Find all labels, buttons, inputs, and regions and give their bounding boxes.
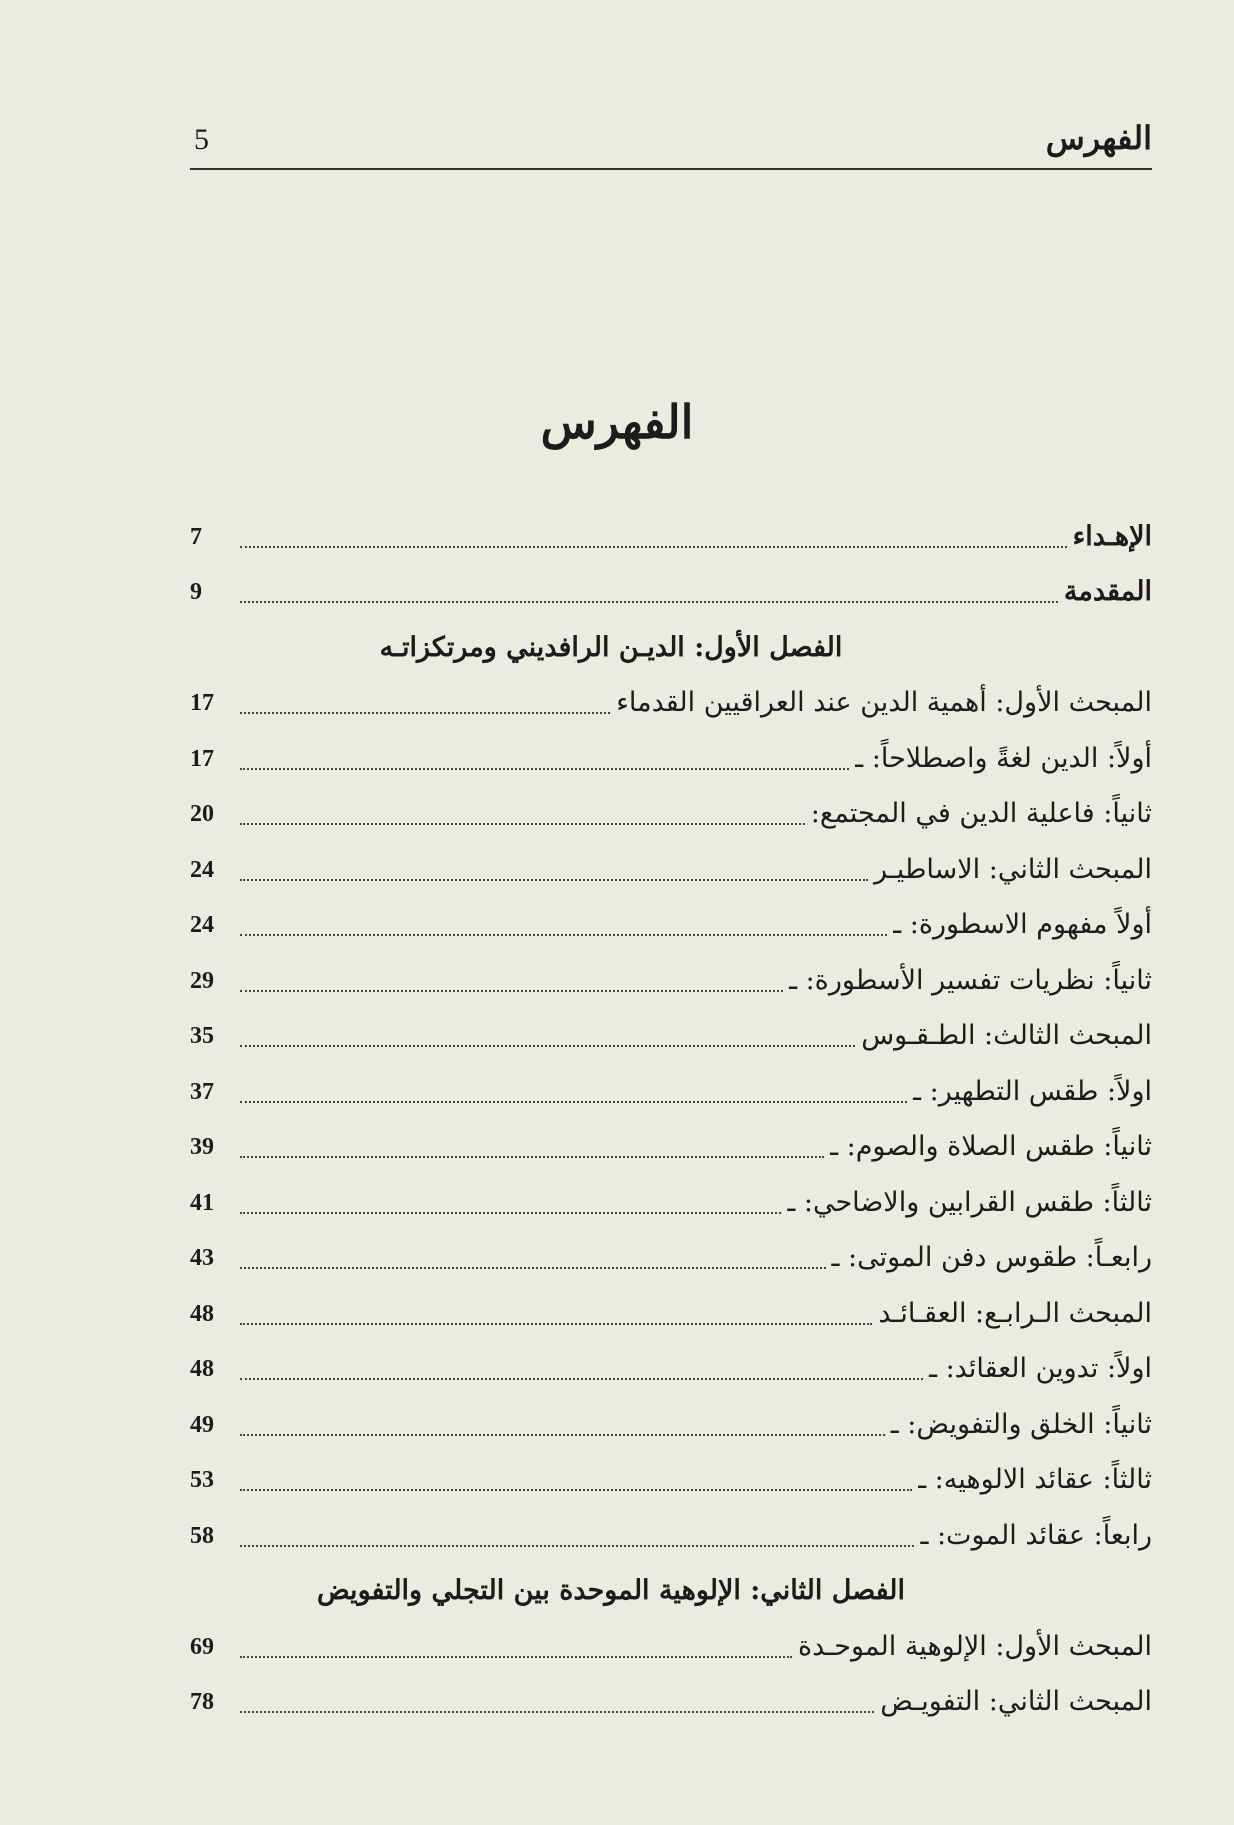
toc-entry [190,667,1152,723]
dot-leader [240,1378,923,1380]
dot-leader [240,546,1067,548]
toc-entry [190,1499,1152,1555]
toc-entry-label: رابعاً: عقائد الموت: ـ [920,1519,1152,1551]
toc-entry [190,1333,1152,1389]
toc-entry [190,722,1152,778]
toc-entry-page: 78 [190,1689,214,1715]
dot-leader [240,1212,781,1214]
toc-entry-label: أولاً: الدين لغةً واصطلاحاً: ـ [855,742,1152,774]
toc-entry-page: 9 [190,579,202,605]
toc-entry [190,833,1152,889]
toc-entry-page: 24 [190,856,214,883]
toc-entry-label: ثالثاً: عقائد الالوهيه: ـ [918,1464,1152,1495]
toc-entry-page: 37 [190,1078,214,1105]
toc-chapter-label: الفصل الأول: الديـن الرافديني ومرتكزاتـه [379,631,843,663]
toc-entry [190,778,1152,834]
dot-leader [240,1323,872,1325]
toc-entry-page: 29 [190,967,214,994]
toc-entry [190,556,1152,612]
toc-entry [190,1166,1152,1222]
toc-entry-label: ثانياً: طقس الصلاة والصوم: ـ [830,1131,1152,1162]
toc-entry-page: 43 [190,1245,214,1271]
toc-entry-label: اولاً: طقس التطهير: ـ [913,1075,1152,1107]
dot-leader [240,1656,792,1658]
toc-entry-page: 17 [190,690,214,716]
toc-entry-label: أولاً مفهوم الاسطورة: ـ [893,909,1152,940]
running-title: الفهرس [1045,119,1152,157]
toc-chapter-heading [190,611,1152,667]
toc-entry [190,1610,1152,1666]
toc-entry-label: اولاً: تدوين العقائد: ـ [929,1353,1152,1384]
toc-entry [190,944,1152,1000]
toc-entry-page: 58 [190,1522,214,1549]
toc-entry-label: المقدمة [1063,576,1152,607]
page-title: الفهرس [540,395,694,449]
dot-leader [240,1045,855,1047]
toc-entry [190,1277,1152,1333]
toc-entry-label: المبحث الـرابـع: العقـائـد [878,1297,1152,1329]
toc-entry [190,1388,1152,1444]
toc-entry-page: 53 [190,1467,214,1493]
toc-entry-page: 39 [190,1134,214,1160]
dot-leader [240,1434,885,1436]
toc-entry-page: 69 [190,1633,214,1660]
toc-entry [190,1444,1152,1500]
toc-entry-page: 35 [190,1023,214,1049]
dot-leader [240,1711,874,1713]
table-of-contents [190,500,1152,1721]
dot-leader [240,1267,826,1269]
toc-entry-label: المبحث الثاني: التفويـض [880,1686,1152,1717]
toc-chapter-heading [190,1555,1152,1611]
dot-leader [240,1101,907,1103]
toc-entry [190,500,1152,556]
toc-entry-label: ثانياً: نظريات تفسير الأسطورة: ـ [789,964,1152,996]
toc-entry-page: 48 [190,1356,214,1382]
toc-entry-page: 20 [190,801,214,827]
toc-entry-page: 24 [190,912,214,938]
dot-leader [240,879,868,881]
toc-entry-page: 7 [190,523,202,550]
dot-leader [240,1156,824,1158]
running-header [190,118,1152,170]
dot-leader [240,601,1058,603]
page-number: 5 [194,123,209,156]
toc-entry [190,1055,1152,1111]
toc-entry-label: ثالثاً: طقس القرابين والاضاحي: ـ [787,1186,1152,1218]
dot-leader [240,934,887,936]
dot-leader [240,768,849,770]
toc-entry [190,1222,1152,1278]
toc-entry [190,889,1152,945]
toc-entry-page: 49 [190,1411,214,1438]
toc-entry-label: الإهـداء [1072,520,1152,552]
toc-entry-label: المبحث الأول: أهمية الدين عند العراقيين القدماء [616,687,1152,718]
dot-leader [240,990,783,992]
dot-leader [240,712,610,714]
toc-entry-label: المبحث الثاني: الاساطيـر [873,853,1152,885]
toc-entry-page: 48 [190,1300,214,1327]
toc-entry-page: 17 [190,745,214,772]
toc-entry [190,1111,1152,1167]
dot-leader [240,1545,914,1547]
toc-entry [190,1000,1152,1056]
toc-entry-page: 41 [190,1189,214,1216]
toc-entry-label: المبحث الثالث: الطـقـوس [861,1020,1152,1051]
toc-entry-label: ثانياً: فاعلية الدين في المجتمع: [810,798,1152,829]
toc-entry-label: ثانياً: الخلق والتفويض: ـ [890,1408,1152,1440]
dot-leader [240,823,805,825]
toc-entry-label: رابعـاً: طقوس دفن الموتى: ـ [831,1242,1152,1273]
toc-entry-label: المبحث الأول: الإلوهية الموحـدة [798,1630,1152,1662]
toc-entry [190,1666,1152,1722]
dot-leader [240,1489,912,1491]
toc-chapter-label: الفصل الثاني: الإلوهية الموحدة بين التجلي والتفويض [316,1575,906,1606]
